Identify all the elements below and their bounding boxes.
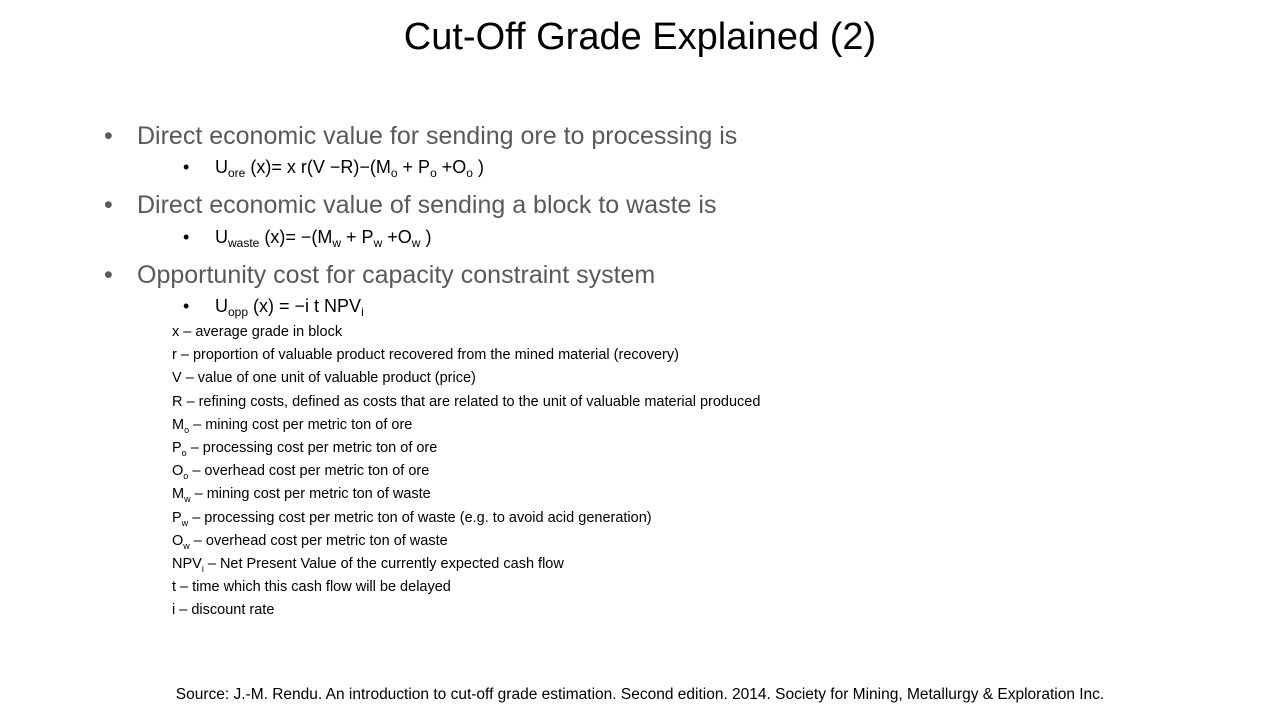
formula-subscript: o <box>466 166 473 180</box>
formula-subscript: opp <box>228 305 249 319</box>
formula-subscript: o <box>390 166 398 180</box>
bullet-waste-value <box>104 190 716 220</box>
definition-subscript: o <box>184 424 190 435</box>
formula-subscript: waste <box>228 236 260 250</box>
definition-symbol: x <box>172 324 180 340</box>
definition-text: – proportion of valuable product recovered from the mined material (recovery) <box>176 347 679 364</box>
definition-item <box>172 577 760 600</box>
formula-part: + P <box>341 227 374 247</box>
definition-symbol: R <box>172 393 183 410</box>
definition-text: – value of one unit of valuable product (price) <box>181 370 476 387</box>
definition-symbol: O <box>172 532 184 549</box>
definition-text: – mining cost per metric ton of ore <box>189 416 413 433</box>
bullet-dot: • <box>183 296 190 316</box>
formula-part: (x) = −i t NPV <box>248 296 362 316</box>
bullet-text: Direct economic value for sending ore to processing is <box>137 122 738 150</box>
definition-item <box>172 345 760 368</box>
definition-item <box>172 600 760 623</box>
formula-part: +O <box>436 157 467 177</box>
definition-item <box>172 368 760 391</box>
definition-symbol: O <box>172 463 184 480</box>
definition-item <box>172 484 760 507</box>
formula-part: U <box>215 157 228 177</box>
bullet-dot: • <box>183 157 190 177</box>
formula-part: +O <box>382 227 412 247</box>
formula-part: U <box>215 227 228 247</box>
formula-part: + P <box>397 157 431 177</box>
definition-text: – processing cost per metric ton of ore <box>186 439 438 456</box>
source-citation: Source: J.-M. Rendu. An introduction to cut-off grade estimation. Second edition. 2014. Society for Mining, Metallurgy & Exploration Inc. <box>175 686 1105 703</box>
definition-subscript: o <box>183 471 189 482</box>
formula-opportunity <box>183 294 364 318</box>
definition-text: – refining costs, defined as costs that are related to the unit of valuable material produced <box>182 393 761 410</box>
bullet-text: Direct economic value of sending a block to waste is <box>137 191 717 219</box>
bullet-dot: • <box>183 227 190 247</box>
formula-ore <box>183 155 484 179</box>
definition-text: – discount rate <box>175 602 275 619</box>
definition-item <box>172 322 760 345</box>
definition-text: – overhead cost per metric ton of ore <box>188 463 430 480</box>
definition-symbol: r <box>172 347 177 364</box>
formula-subscript: w <box>373 236 383 250</box>
definition-item <box>172 531 760 554</box>
definition-item <box>172 554 760 577</box>
definition-symbol: V <box>172 370 182 387</box>
definition-item <box>172 392 760 415</box>
definition-item <box>172 461 760 484</box>
definition-symbol: P <box>172 509 182 526</box>
definitions-list <box>172 322 760 623</box>
definition-text: – average grade in block <box>179 324 343 340</box>
formula-part: (x)= −(M <box>259 227 333 247</box>
definition-symbol: t <box>172 579 177 596</box>
definition-item <box>172 438 760 461</box>
formula-subscript: o <box>430 166 437 180</box>
formula-subscript: i <box>361 305 364 319</box>
definition-item <box>172 415 760 438</box>
definition-symbol: M <box>172 486 185 503</box>
definition-subscript: i <box>201 563 204 574</box>
formula-subscript: w <box>332 236 342 250</box>
definition-subscript: o <box>181 447 187 458</box>
definition-subscript: w <box>183 540 190 551</box>
bullet-dot: • <box>104 191 113 219</box>
definition-text: – time which this cash flow will be delayed <box>176 579 451 596</box>
definition-symbol: P <box>172 439 182 456</box>
formula-part: (x)= x r(V −R)−(M <box>245 157 391 177</box>
definition-symbol: i <box>172 602 176 619</box>
formula-subscript: ore <box>228 166 246 180</box>
bullet-opportunity-cost <box>104 260 655 290</box>
definition-item <box>172 508 760 531</box>
definition-symbol: M <box>172 416 185 433</box>
definition-subscript: w <box>184 494 191 505</box>
definition-text: – mining cost per metric ton of waste <box>190 486 431 503</box>
bullet-ore-value <box>104 121 737 151</box>
slide-title: Cut-Off Grade Explained (2) <box>403 16 877 58</box>
bullet-text: Opportunity cost for capacity constraint system <box>137 261 656 289</box>
definition-subscript: w <box>181 517 189 528</box>
formula-part: U <box>215 296 228 316</box>
formula-waste <box>183 225 431 249</box>
definition-text: – processing cost per metric ton of waste (e.g. to avoid acid generation) <box>188 509 652 526</box>
formula-subscript: w <box>411 236 421 250</box>
formula-part: ) <box>472 157 484 177</box>
definition-symbol: NPV <box>172 555 202 572</box>
definition-text: – overhead cost per metric ton of waste <box>189 532 448 549</box>
definition-text: – Net Present Value of the currently expected cash flow <box>203 555 564 572</box>
bullet-dot: • <box>104 122 113 150</box>
formula-part: ) <box>420 227 432 247</box>
bullet-dot: • <box>104 261 113 289</box>
